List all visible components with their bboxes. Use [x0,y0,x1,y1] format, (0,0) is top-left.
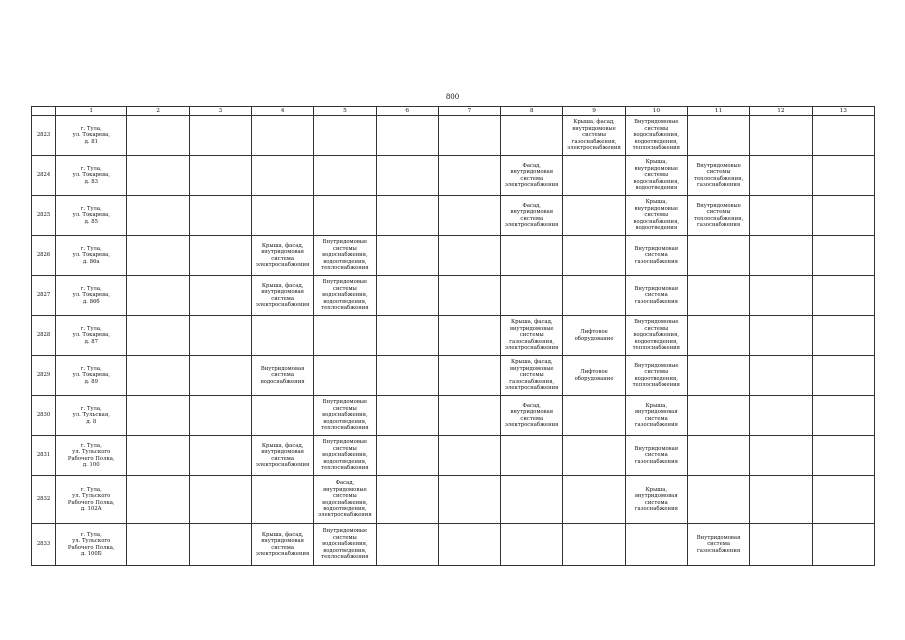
work-cell-col-7 [438,316,500,356]
row-number: 2828 [32,316,56,356]
work-cell-col-12 [750,156,812,196]
address-cell: г. Тула, ул. Тульского Рабочего Полка, д. 100 [56,436,127,476]
row-number: 2833 [32,524,56,566]
repair-schedule-table [31,106,875,566]
work-cell-col-6 [376,276,438,316]
work-cell-col-8 [501,236,563,276]
address-cell: г. Тула, ул. Токарева, д. 83 [56,156,127,196]
work-cell-col-6 [376,196,438,236]
table-row [32,196,875,236]
work-cell-col-4: Крыша, фасад, внутридомовая система электроснабжения [252,276,314,316]
work-cell-col-13 [812,116,874,156]
work-cell-col-13 [812,356,874,396]
column-number: 5 [314,107,376,116]
work-cell-col-10: Внутридомовая система газоснабжения [625,236,687,276]
work-cell-col-3 [189,356,251,396]
work-cell-col-9: Крыша, фасад, внутридомовые системы газоснабжения, электроснабжения [563,116,625,156]
work-cell-col-8 [501,436,563,476]
work-cell-col-2 [127,116,189,156]
work-cell-col-13 [812,524,874,566]
table-row [32,524,875,566]
work-cell-col-5: Внутридомовые системы водоснабжения, водоотведения, теплоснабжения [314,236,376,276]
work-cell-col-4 [252,116,314,156]
work-cell-col-7 [438,356,500,396]
work-cell-col-2 [127,316,189,356]
address-cell: г. Тула, ул. Тульского Рабочего Полка, д. 102А [56,476,127,524]
work-cell-col-4: Крыша, фасад, внутридомовая система электроснабжения [252,236,314,276]
work-cell-col-10: Внутридомовые системы водоотведения, теплоснабжения [625,356,687,396]
table-row [32,436,875,476]
work-cell-col-11 [687,276,749,316]
work-cell-col-5: Внутридомовые системы водоснабжения, водоотведения, теплоснабжения [314,524,376,566]
address-cell: г. Тула, ул. Токарева, д. 87 [56,316,127,356]
work-cell-col-10: Крыша, внутридомовая система газоснабжения [625,476,687,524]
work-cell-col-12 [750,116,812,156]
work-cell-col-9: Лифтовое оборудование [563,316,625,356]
work-cell-col-10: Внутридомовые системы водоснабжения, водоотведения, теплоснабжения [625,116,687,156]
work-cell-col-3 [189,316,251,356]
column-number: 7 [438,107,500,116]
work-cell-col-13 [812,236,874,276]
work-cell-col-5 [314,316,376,356]
row-number: 2832 [32,476,56,524]
work-cell-col-2 [127,396,189,436]
row-number: 2825 [32,196,56,236]
row-number: 2826 [32,236,56,276]
work-cell-col-7 [438,476,500,524]
column-number: 1 [56,107,127,116]
work-cell-col-3 [189,276,251,316]
work-cell-col-4 [252,476,314,524]
work-cell-col-12 [750,316,812,356]
column-number: 2 [127,107,189,116]
work-cell-col-10: Крыша, внутридомовые системы водоснабжения, водоотведения [625,156,687,196]
work-cell-col-6 [376,396,438,436]
work-cell-col-8 [501,524,563,566]
work-cell-col-12 [750,196,812,236]
work-cell-col-6 [376,476,438,524]
row-number: 2830 [32,396,56,436]
work-cell-col-6 [376,116,438,156]
work-cell-col-7 [438,116,500,156]
work-cell-col-2 [127,276,189,316]
work-cell-col-6 [376,156,438,196]
work-cell-col-7 [438,436,500,476]
address-cell: г. Тула, ул. Токарева, д. 85 [56,196,127,236]
work-cell-col-8 [501,276,563,316]
work-cell-col-6 [376,524,438,566]
work-cell-col-12 [750,524,812,566]
work-cell-col-7 [438,156,500,196]
work-cell-col-4 [252,396,314,436]
work-cell-col-10: Внутридомовая система газоснабжения [625,276,687,316]
work-cell-col-9 [563,276,625,316]
column-number-row [32,107,875,116]
work-cell-col-11 [687,236,749,276]
work-cell-col-3 [189,236,251,276]
work-cell-col-12 [750,276,812,316]
work-cell-col-5 [314,196,376,236]
row-number: 2829 [32,356,56,396]
work-cell-col-8 [501,116,563,156]
work-cell-col-9 [563,156,625,196]
column-number: 11 [687,107,749,116]
work-cell-col-4 [252,316,314,356]
work-cell-col-4 [252,196,314,236]
work-cell-col-2 [127,356,189,396]
table-row [32,476,875,524]
row-number: 2823 [32,116,56,156]
work-cell-col-9: Лифтовое оборудование [563,356,625,396]
work-cell-col-13 [812,276,874,316]
column-number: 4 [252,107,314,116]
work-cell-col-6 [376,356,438,396]
work-cell-col-3 [189,196,251,236]
column-number: 3 [189,107,251,116]
column-number: 10 [625,107,687,116]
work-cell-col-8 [501,476,563,524]
work-cell-col-6 [376,436,438,476]
work-cell-col-5: Внутридомовые системы водоснабжения, водоотведения, теплоснабжения [314,396,376,436]
column-number: 13 [812,107,874,116]
work-cell-col-6 [376,316,438,356]
table-row [32,156,875,196]
work-cell-col-6 [376,236,438,276]
table-row [32,396,875,436]
table-row [32,276,875,316]
work-cell-col-3 [189,524,251,566]
work-cell-col-2 [127,524,189,566]
work-cell-col-3 [189,436,251,476]
work-cell-col-10 [625,524,687,566]
page-number: 800 [445,93,460,101]
address-cell: г. Тула, ул. Токарева, д. 86а [56,236,127,276]
work-cell-col-9 [563,476,625,524]
work-cell-col-4: Крыша, фасад, внутридомовая система электроснабжения [252,524,314,566]
work-cell-col-13 [812,396,874,436]
work-cell-col-9 [563,524,625,566]
work-cell-col-3 [189,116,251,156]
work-cell-col-3 [189,396,251,436]
table-row [32,116,875,156]
work-cell-col-11 [687,316,749,356]
work-cell-col-4 [252,156,314,196]
column-number: 8 [501,107,563,116]
work-cell-col-11: Внутридомовая система газоснабжения [687,524,749,566]
work-cell-col-8: Фасад, внутридомовая система электроснабжения [501,196,563,236]
work-cell-col-11 [687,436,749,476]
work-cell-col-8: Крыша, фасад, внутридомовые системы газоснабжения, электроснабжения [501,316,563,356]
work-cell-col-13 [812,156,874,196]
work-cell-col-12 [750,396,812,436]
table-row [32,236,875,276]
row-number: 2827 [32,276,56,316]
work-cell-col-7 [438,276,500,316]
column-number: 9 [563,107,625,116]
work-cell-col-12 [750,436,812,476]
column-number: 6 [376,107,438,116]
row-number: 2831 [32,436,56,476]
work-cell-col-9 [563,196,625,236]
address-cell: г. Тула, ул. Токарева, д. 86б [56,276,127,316]
work-cell-col-5 [314,356,376,396]
work-cell-col-12 [750,356,812,396]
work-cell-col-2 [127,476,189,524]
work-cell-col-7 [438,236,500,276]
address-cell: г. Тула, ул. Тульского Рабочего Полка, д. 100Б [56,524,127,566]
work-cell-col-5 [314,156,376,196]
address-cell: г. Тула, ул. Токарева, д. 81 [56,116,127,156]
work-cell-col-11: Внутридомовые системы теплоснабжения, газоснабжения [687,156,749,196]
work-cell-col-13 [812,316,874,356]
work-cell-col-2 [127,196,189,236]
work-cell-col-7 [438,524,500,566]
work-cell-col-11 [687,356,749,396]
row-number: 2824 [32,156,56,196]
work-cell-col-9 [563,436,625,476]
work-cell-col-13 [812,436,874,476]
work-cell-col-3 [189,476,251,524]
work-cell-col-7 [438,396,500,436]
work-cell-col-4: Внутридомовая система водоснабжения [252,356,314,396]
work-cell-col-12 [750,476,812,524]
work-cell-col-11 [687,116,749,156]
work-cell-col-12 [750,236,812,276]
table-row [32,316,875,356]
work-cell-col-10: Крыша, внутридомовая система газоснабжения [625,396,687,436]
work-cell-col-11 [687,396,749,436]
address-cell: г. Тула, ул. Тульская, д. 8 [56,396,127,436]
work-cell-col-9 [563,396,625,436]
work-cell-col-5: Фасад, внутридомовые системы водоснабжения, водоотведения, электроснабжения [314,476,376,524]
work-cell-col-5: Внутридомовые системы водоснабжения, водоотведения, теплоснабжения [314,436,376,476]
work-cell-col-4: Крыша, фасад, внутридомовая система электроснабжения [252,436,314,476]
work-cell-col-10: Внутридомовая система газоснабжения [625,436,687,476]
work-cell-col-10: Крыша, внутридомовые системы водоснабжения, водоотведения [625,196,687,236]
work-cell-col-3 [189,156,251,196]
work-cell-col-9 [563,236,625,276]
work-cell-col-2 [127,436,189,476]
work-cell-col-11 [687,476,749,524]
work-cell-col-2 [127,236,189,276]
work-cell-col-13 [812,196,874,236]
address-cell: г. Тула, ул. Токарева, д. 89 [56,356,127,396]
column-number: 12 [750,107,812,116]
work-cell-col-11: Внутридомовые системы теплоснабжения, газоснабжения [687,196,749,236]
table-row [32,356,875,396]
work-cell-col-7 [438,196,500,236]
work-cell-col-13 [812,476,874,524]
work-cell-col-8: Фасад, внутридомовая система электроснабжения [501,396,563,436]
work-cell-col-5 [314,116,376,156]
work-cell-col-5: Внутридомовые системы водоснабжения, водоотведения, теплоснабжения [314,276,376,316]
work-cell-col-8: Фасад, внутридомовая система электроснабжения [501,156,563,196]
work-cell-col-10: Внутридомовые системы водоснабжения, водоотведения, теплоснабжения [625,316,687,356]
work-cell-col-8: Крыша, фасад, внутридомовые системы газоснабжения, электроснабжения [501,356,563,396]
work-cell-col-2 [127,156,189,196]
row-number-header [32,107,56,116]
